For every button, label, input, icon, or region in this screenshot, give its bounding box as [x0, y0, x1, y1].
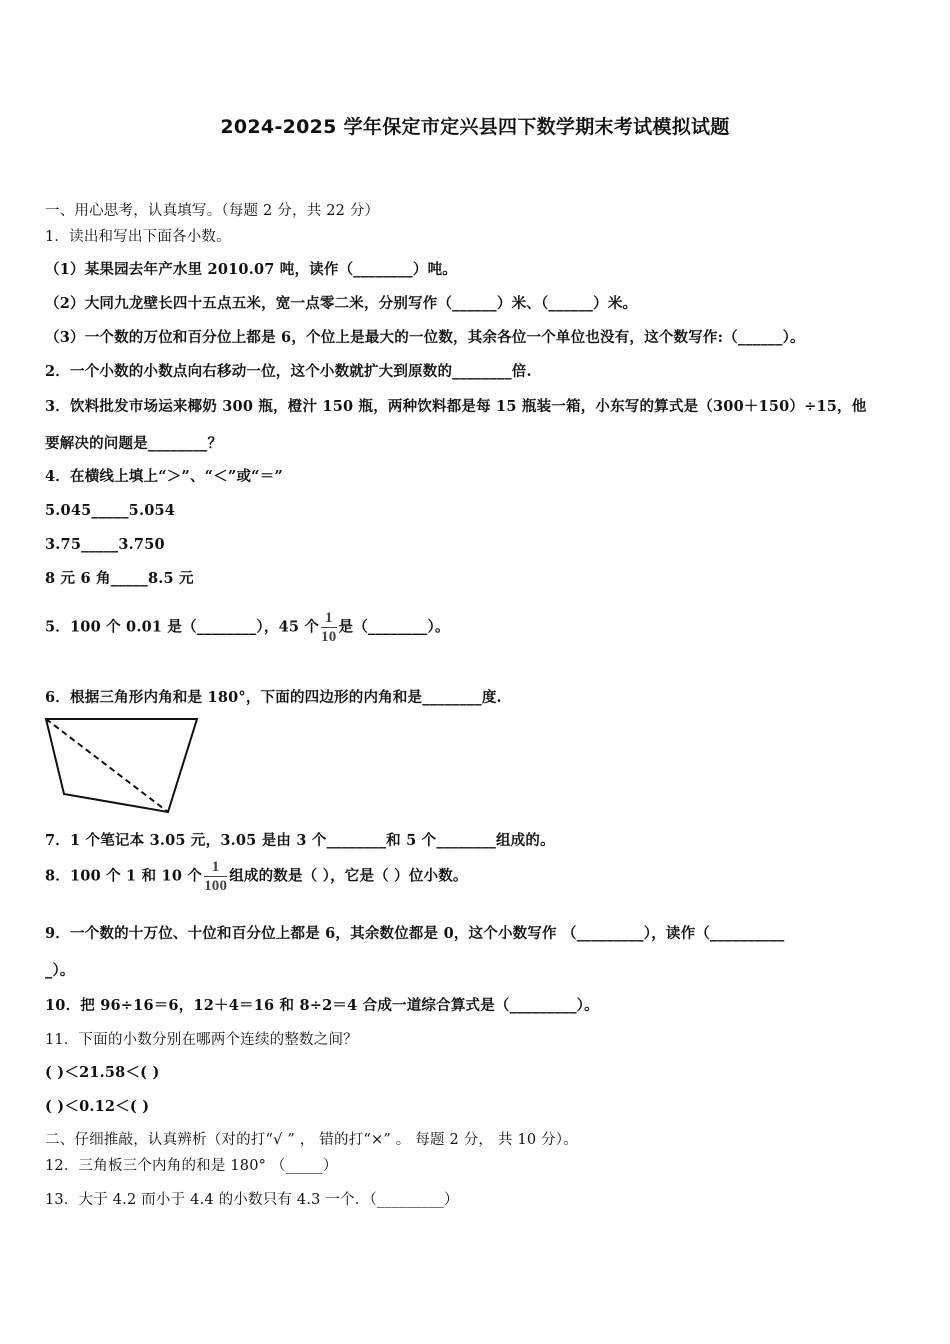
fraction-one-hundredth [204, 859, 227, 894]
question-7: 7．1 个笔记本 3.05 元，3.05 是由 3 个________和 5 个________组成的。 [45, 832, 555, 849]
question-1-part-2: （2）大同九龙壁长四十五点五米，宽一点零二米，分别写作（______）米、（______）米。 [45, 295, 638, 312]
question-11-item-1: ( )＜21.58＜( ) [45, 1064, 160, 1081]
question-3-line-2: 要解决的问题是________？ [45, 435, 223, 452]
question-5-text-b: 是（________）。 [338, 618, 450, 636]
section-2-heading: 二、仔细推敲，认真辨析（对的打“√ ” ， 错的打“×” 。 每题 2 分， 共 10 分）。 [45, 1132, 578, 1148]
fraction-numerator: 1 [321, 610, 336, 628]
question-12: 12．三角板三个内角的和是 180° （_____） [45, 1158, 338, 1174]
quadrilateral-figure [44, 715, 204, 817]
question-4-item-3: 8 元 6 角_____8.5 元 [45, 570, 194, 587]
question-9-line-1: 9．一个数的十万位、十位和百分位上都是 6，其余数位都是 0，这个小数写作 （_________），读作（__________ [45, 925, 785, 942]
question-4-item-1: 5.045_____5.054 [45, 502, 176, 519]
question-4-item-2: 3.75_____3.750 [45, 536, 165, 553]
page-title: 2024-2025 学年保定市定兴县四下数学期末考试模拟试题 [220, 116, 730, 138]
question-5-text-a: 5．100 个 0.01 是（________），45 个 [45, 618, 320, 636]
question-9-line-2: _）。 [45, 962, 75, 979]
fraction-denominator: 100 [204, 878, 228, 894]
question-8-text-b: 组成的数是（ ），它是（ ）位小数。 [229, 867, 468, 885]
question-5 [45, 610, 450, 645]
question-6: 6．根据三角形内角和是 180°，下面的四边形的内角和是________度. [45, 689, 502, 706]
quadrilateral-outline [46, 719, 197, 812]
fraction-denominator: 10 [321, 629, 337, 645]
question-2: 2．一个小数的小数点向右移动一位，这个小数就扩大到原数的________倍. [45, 363, 532, 380]
question-1: 1．读出和写出下面各小数。 [45, 229, 231, 245]
question-11: 11．下面的小数分别在哪两个连续的整数之间？ [45, 1032, 358, 1048]
question-1-part-3: （3）一个数的万位和百分位上都是 6，个位上是最大的一位数，其余各位一个单位也没有，这个数写作:（______）。 [45, 329, 805, 346]
question-13: 13．大于 4.2 而小于 4.4 的小数只有 4.3 一个．（_________） [45, 1192, 459, 1208]
question-3-line-1: 3．饮料批发市场运来椰奶 300 瓶，橙汁 150 瓶，两种饮料都是每 15 瓶装一箱，小东写的算式是（300＋150）÷15，他 [45, 398, 867, 415]
question-8-text-a: 8．100 个 1 和 10 个 [45, 867, 203, 885]
question-11-item-2: ( )＜0.12＜( ) [45, 1098, 150, 1115]
diagonal-dashed-line [46, 719, 168, 812]
question-1-part-1: （1）某果园去年产水里 2010.07 吨，读作（________）吨。 [45, 261, 457, 278]
fraction-one-tenth [321, 610, 336, 645]
question-4: 4．在横线上填上“＞”、“＜”或“＝” [45, 468, 283, 485]
section-1-heading: 一、用心思考，认真填写。（每题 2 分，共 22 分） [45, 203, 380, 219]
question-10: 10．把 96÷16＝6，12＋4＝16 和 8÷2＝4 合成一道综合算式是（_________）。 [45, 997, 599, 1014]
question-8 [45, 859, 468, 894]
fraction-numerator: 1 [204, 859, 227, 877]
